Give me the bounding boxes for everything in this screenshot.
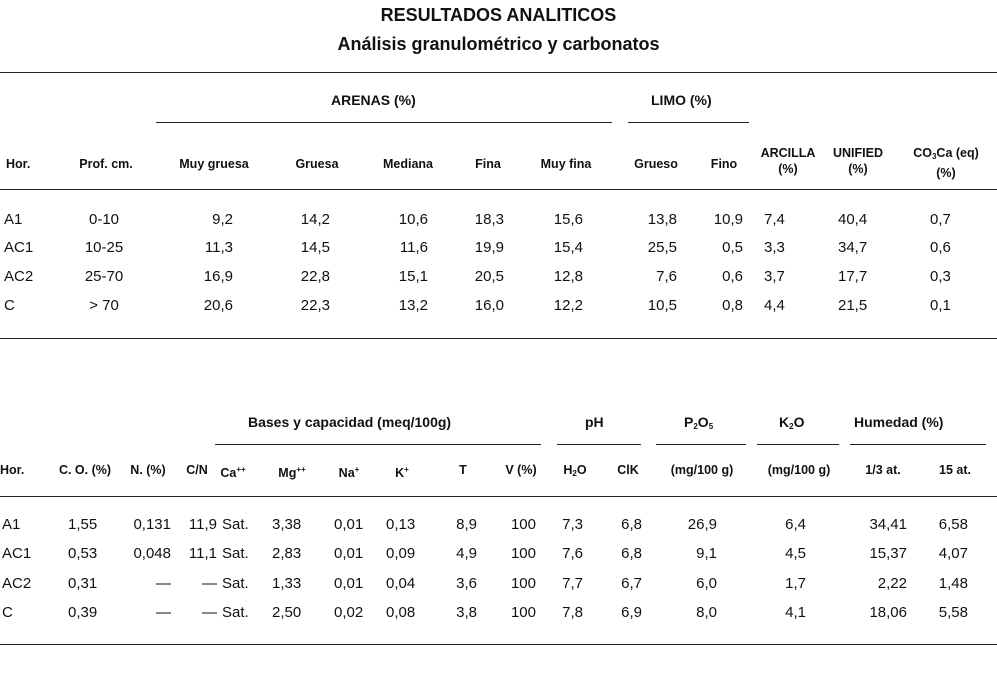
table-cell: 0,048 bbox=[133, 545, 171, 562]
table-cell: 0-10 bbox=[88, 211, 120, 228]
table-cell: 10-25 bbox=[84, 239, 124, 256]
table-cell: 1,7 bbox=[785, 575, 806, 592]
table-cell: 20,6 bbox=[203, 297, 233, 314]
table1-header-rule bbox=[0, 189, 997, 190]
table-cell: 8,0 bbox=[696, 604, 717, 621]
col2-header-humedad-15: 15 at. bbox=[939, 463, 971, 477]
table-cell: Sat. bbox=[222, 516, 249, 533]
table-cell: 14,2 bbox=[300, 211, 330, 228]
table-cell: 6,8 bbox=[621, 516, 642, 533]
table-cell: 0,7 bbox=[930, 211, 951, 228]
page-subtitle: Análisis granulométrico y carbonatos bbox=[337, 34, 660, 54]
table-cell: 6,8 bbox=[621, 545, 642, 562]
group-header-limo: LIMO (%) bbox=[651, 92, 712, 108]
table-cell: 7,7 bbox=[562, 575, 583, 592]
table1-top-rule bbox=[0, 72, 997, 73]
table-cell: 25,5 bbox=[647, 239, 677, 256]
table-cell: 7,6 bbox=[562, 545, 583, 562]
table-cell: 21,5 bbox=[838, 297, 868, 314]
table-cell: 3,38 bbox=[272, 516, 302, 533]
col-header-co3ca: $CO_3Ca$ (eq) (%) bbox=[913, 146, 979, 180]
table-cell: 0,131 bbox=[133, 516, 171, 533]
ph-group-rule bbox=[557, 444, 641, 445]
col-header-fino: Fino bbox=[710, 157, 738, 171]
table-cell: 14,5 bbox=[300, 239, 330, 256]
table-cell: A1 bbox=[4, 211, 23, 228]
table-cell: 100 bbox=[510, 575, 536, 592]
col-header-fina: Fina bbox=[475, 157, 501, 171]
table-cell: 9,2 bbox=[212, 211, 233, 228]
table-cell: 8,9 bbox=[456, 516, 477, 533]
table-cell: — bbox=[202, 604, 217, 621]
table-cell: 13,2 bbox=[398, 297, 428, 314]
table-cell: 2,83 bbox=[272, 545, 302, 562]
table-cell: Sat. bbox=[222, 604, 249, 621]
col2-header-ca: Ca++ bbox=[220, 465, 246, 480]
col2-header-co: C. O. (%) bbox=[58, 463, 112, 477]
table-cell: 0,13 bbox=[386, 516, 416, 533]
table-cell: 12,8 bbox=[553, 268, 583, 285]
group-header-p2o5: $P_2O_5$ bbox=[684, 414, 714, 431]
table-cell: 100 bbox=[510, 545, 536, 562]
col2-header-v: V (%) bbox=[505, 463, 537, 477]
col2-header-clk: ClK bbox=[617, 463, 639, 477]
table-cell: 15,1 bbox=[398, 268, 428, 285]
page-title: RESULTADOS ANALITICOS bbox=[380, 5, 617, 25]
table-cell: 0,01 bbox=[334, 575, 364, 592]
group-header-ph: pH bbox=[585, 414, 604, 430]
table-cell: 16,0 bbox=[474, 297, 504, 314]
table-cell: AC2 bbox=[2, 575, 32, 592]
table-cell: 7,3 bbox=[562, 516, 583, 533]
k2o-group-rule bbox=[757, 444, 839, 445]
table-cell: 4,1 bbox=[785, 604, 806, 621]
table-cell: 15,4 bbox=[553, 239, 583, 256]
table-cell: 0,01 bbox=[334, 545, 364, 562]
col-header-muy-fina: Muy fina bbox=[540, 157, 592, 171]
table-cell: 18,06 bbox=[869, 604, 907, 621]
table-cell: 0,6 bbox=[722, 268, 743, 285]
table-cell: 0,3 bbox=[930, 268, 951, 285]
table-cell: 4,5 bbox=[785, 545, 806, 562]
table-cell: Sat. bbox=[222, 545, 249, 562]
table-cell: 100 bbox=[510, 604, 536, 621]
table-cell: 0,04 bbox=[386, 575, 416, 592]
table-cell: C bbox=[2, 604, 13, 621]
arenas-group-rule bbox=[156, 122, 612, 123]
table-cell: 1,33 bbox=[272, 575, 302, 592]
table-cell: 5,58 bbox=[938, 604, 968, 621]
table-cell: 0,5 bbox=[722, 239, 743, 256]
table-cell: 0,09 bbox=[386, 545, 416, 562]
table-cell: 0,39 bbox=[68, 604, 98, 621]
table-cell: 17,7 bbox=[838, 268, 868, 285]
table-cell: 40,4 bbox=[838, 211, 868, 228]
table-cell: 19,9 bbox=[474, 239, 504, 256]
table-cell: — bbox=[156, 604, 171, 621]
table-cell: > 70 bbox=[89, 297, 119, 314]
limo-group-rule bbox=[628, 122, 749, 123]
table-cell: 11,1 bbox=[188, 545, 217, 562]
table-cell: 20,5 bbox=[474, 268, 504, 285]
table-cell: 2,22 bbox=[877, 575, 907, 592]
table-cell: 16,9 bbox=[203, 268, 233, 285]
table-cell: 11,3 bbox=[204, 239, 233, 256]
table-cell: 0,02 bbox=[334, 604, 364, 621]
table-cell: 0,01 bbox=[334, 516, 364, 533]
group-header-bases: Bases y capacidad (meq/100g) bbox=[248, 414, 452, 430]
table-cell: 0,1 bbox=[930, 297, 951, 314]
bases-group-rule bbox=[215, 444, 541, 445]
table-cell: 13,8 bbox=[647, 211, 677, 228]
table-cell: Sat. bbox=[222, 575, 249, 592]
table-cell: 12,2 bbox=[553, 297, 583, 314]
table-cell: A1 bbox=[2, 516, 21, 533]
table-cell: 7,6 bbox=[656, 268, 677, 285]
table-cell: 0,8 bbox=[722, 297, 743, 314]
table-cell: 10,6 bbox=[398, 211, 428, 228]
group-header-k2o: $K_2O$ bbox=[779, 414, 805, 431]
table1-bottom-rule bbox=[0, 338, 997, 339]
col2-header-na: Na+ bbox=[338, 465, 360, 480]
table-cell: 1,48 bbox=[938, 575, 968, 592]
table-cell: 25-70 bbox=[84, 268, 124, 285]
table-cell: AC1 bbox=[2, 545, 32, 562]
table-cell: 4,4 bbox=[764, 297, 785, 314]
table-cell: 6,0 bbox=[696, 575, 717, 592]
table-cell: AC1 bbox=[4, 239, 34, 256]
table-cell: 11,9 bbox=[188, 516, 217, 533]
table-cell: 1,55 bbox=[68, 516, 98, 533]
table-cell: 22,8 bbox=[300, 268, 330, 285]
table-cell: 10,9 bbox=[713, 211, 743, 228]
table-cell: 34,7 bbox=[838, 239, 868, 256]
table2-bottom-rule bbox=[0, 644, 997, 645]
table-cell: 6,4 bbox=[785, 516, 806, 533]
col2-header-mg: Mg++ bbox=[278, 465, 306, 480]
col2-header-cn: C/N bbox=[186, 463, 208, 477]
table-cell: 4,9 bbox=[456, 545, 477, 562]
table-cell: 4,07 bbox=[938, 545, 968, 562]
table-cell: AC2 bbox=[4, 268, 34, 285]
table-cell: — bbox=[202, 575, 217, 592]
table-cell: 6,7 bbox=[621, 575, 642, 592]
table-cell: 0,6 bbox=[930, 239, 951, 256]
table-cell: 15,37 bbox=[869, 545, 907, 562]
table-cell: 0,31 bbox=[68, 575, 98, 592]
table2-header-rule bbox=[0, 496, 997, 497]
p2o5-group-rule bbox=[656, 444, 746, 445]
col-header-grueso: Grueso bbox=[634, 157, 678, 171]
col2-header-h2o: $H_2O$ bbox=[563, 463, 587, 478]
table-cell: 0,08 bbox=[386, 604, 416, 621]
table-cell: 100 bbox=[510, 516, 536, 533]
group-header-arenas: ARENAS (%) bbox=[331, 92, 416, 108]
table-cell: 3,3 bbox=[764, 239, 785, 256]
table-cell: 3,8 bbox=[456, 604, 477, 621]
table-cell: 18,3 bbox=[474, 211, 504, 228]
col2-header-k2o-unit: (mg/100 g) bbox=[767, 463, 831, 477]
table-cell: 34,41 bbox=[869, 516, 907, 533]
table-cell: 11,6 bbox=[399, 239, 428, 256]
table-cell: 6,9 bbox=[621, 604, 642, 621]
group-header-humedad: Humedad (%) bbox=[854, 414, 944, 430]
col2-header-hor: Hor. bbox=[0, 463, 25, 477]
table-cell: C bbox=[4, 297, 15, 314]
table-cell: 7,4 bbox=[764, 211, 785, 228]
table-cell: 6,58 bbox=[938, 516, 968, 533]
col-header-muy-gruesa: Muy gruesa bbox=[179, 157, 249, 171]
table-cell: 15,6 bbox=[553, 211, 583, 228]
col-header-hor: Hor. bbox=[6, 157, 31, 171]
col2-header-k: K+ bbox=[395, 465, 409, 480]
col-header-arcilla: ARCILLA (%) bbox=[760, 146, 816, 176]
col2-header-t: T bbox=[459, 463, 467, 477]
table-cell: 0,53 bbox=[68, 545, 98, 562]
table-cell: — bbox=[156, 575, 171, 592]
col-header-mediana: Mediana bbox=[382, 157, 434, 171]
table-cell: 2,50 bbox=[272, 604, 302, 621]
col-header-gruesa: Gruesa bbox=[295, 157, 339, 171]
col-header-prof: Prof. cm. bbox=[79, 157, 133, 171]
table-cell: 3,6 bbox=[456, 575, 477, 592]
table-cell: 26,9 bbox=[687, 516, 717, 533]
table-cell: 7,8 bbox=[562, 604, 583, 621]
table-cell: 10,5 bbox=[647, 297, 677, 314]
table-cell: 22,3 bbox=[300, 297, 330, 314]
col-header-unified: UNIFIED (%) bbox=[833, 146, 883, 176]
col2-header-p2o5-unit: (mg/100 g) bbox=[670, 463, 734, 477]
col2-header-n: N. (%) bbox=[130, 463, 166, 477]
col2-header-humedad-13: 1/3 at. bbox=[865, 463, 901, 477]
table-cell: 3,7 bbox=[764, 268, 785, 285]
table-cell: 9,1 bbox=[696, 545, 717, 562]
humedad-group-rule bbox=[850, 444, 986, 445]
